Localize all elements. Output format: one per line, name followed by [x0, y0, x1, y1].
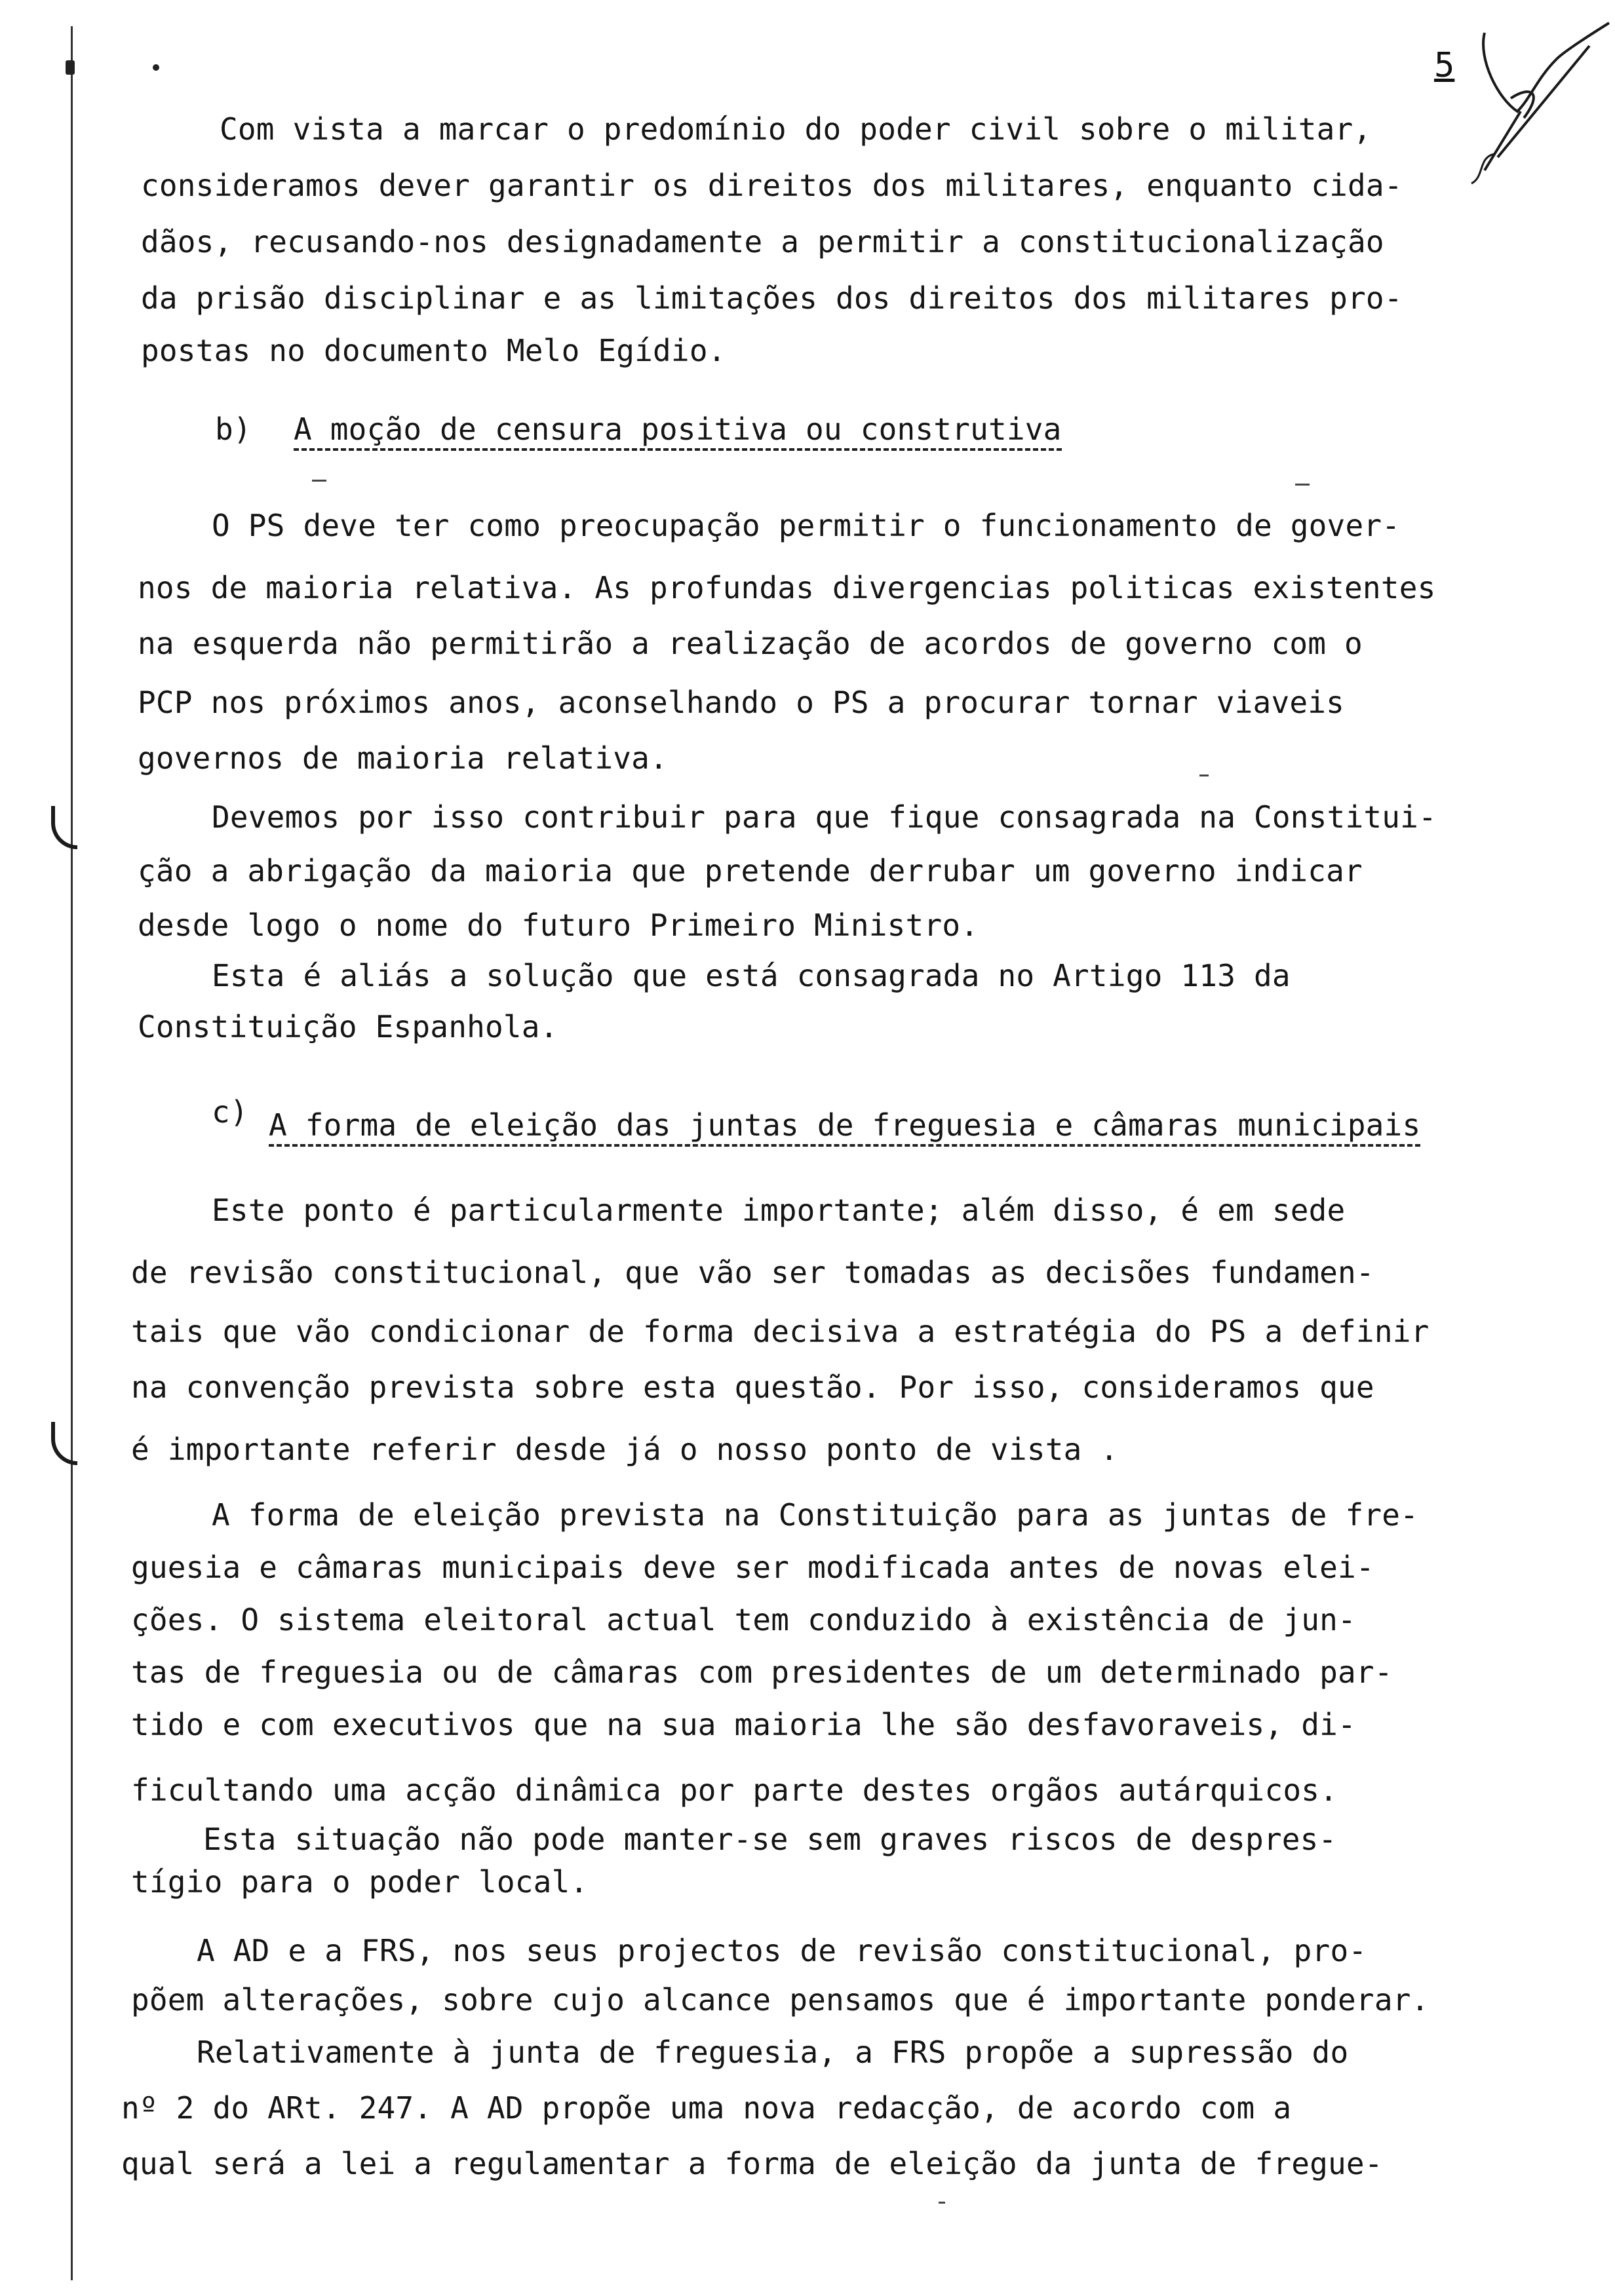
text-line: tígio para o poder local. — [131, 1864, 589, 1900]
text-line: na convenção prevista sobre esta questão. Por isso, consideramos que — [131, 1369, 1374, 1405]
section-label: b) — [215, 411, 252, 447]
text-line: desde logo o nome do futuro Primeiro Ministro. — [138, 908, 979, 943]
punch-hole-mark-bottom — [51, 1422, 77, 1465]
text-line: Esta é aliás a solução que está consagrada no Artigo 113 da — [212, 958, 1291, 993]
text-line: Devemos por isso contribuir para que fique consagrada na Constitui- — [212, 799, 1437, 835]
text-line: governos de maioria relativa. — [138, 740, 668, 776]
left-margin-line — [71, 26, 73, 2280]
text-line: consideramos dever garantir os direitos dos militares, enquanto cida- — [141, 168, 1403, 203]
text-line: Esta situação não pode manter-se sem graves riscos de despres- — [203, 1822, 1337, 1857]
text-line: nº 2 do ARt. 247. A AD propõe uma nova redacção, de acordo com a — [121, 2090, 1292, 2126]
text-line: tais que vão condicionar de forma decisiva a estratégia do PS a definir — [131, 1314, 1430, 1349]
text-line: O PS deve ter como preocupação permitir o funcionamento de gover- — [212, 508, 1401, 543]
stray-mark — [312, 480, 326, 482]
text-line: guesia e câmaras municipais deve ser modificada antes de novas elei- — [131, 1550, 1374, 1585]
section-label: c) — [212, 1094, 248, 1130]
text-line: da prisão disciplinar e as limitações dos direitos dos militares pro- — [141, 280, 1403, 316]
text-line: dãos, recusando-nos designadamente a permitir a constitucionalização — [141, 224, 1384, 259]
text-line: Relativamente à junta de freguesia, a FRS propõe a supressão do — [197, 2035, 1349, 2070]
text-line: de revisão constitucional, que vão ser tomadas as decisões fundamen- — [131, 1255, 1374, 1290]
text-line: põem alterações, sobre cujo alcance pensamos que é importante ponderar. — [131, 1982, 1430, 2018]
text-line: ficultando uma acção dinâmica por parte destes orgãos autárquicos. — [131, 1772, 1338, 1808]
text-line: PCP nos próximos anos, aconselhando o PS a procurar tornar viaveis — [138, 685, 1345, 720]
handwritten-signature — [1458, 20, 1615, 203]
text-line: na esquerda não permitirão a realização de acordos de governo com o — [138, 626, 1363, 661]
text-line: é importante referir desde já o nosso ponto de vista . — [131, 1432, 1119, 1467]
text-line: Este ponto é particularmente importante; além disso, é em sede — [212, 1193, 1346, 1228]
text-line: ções. O sistema eleitoral actual tem conduzido à existência de jun- — [131, 1602, 1356, 1637]
text-line: qual será a lei a regulamentar a forma de eleição da junta de fregue- — [121, 2146, 1383, 2181]
text-line: tas de freguesia ou de câmaras com presidentes de um determinado par- — [131, 1655, 1393, 1690]
section-heading: A moção de censura positiva ou construtiva — [294, 411, 1062, 451]
ink-dot — [153, 64, 159, 71]
text-line: tido e com executivos que na sua maioria lhe são desfavoraveis, di- — [131, 1707, 1356, 1742]
page-number: 5 — [1434, 46, 1455, 85]
text-line: nos de maioria relativa. As profundas divergencias politicas existentes — [138, 570, 1436, 605]
text-line: postas no documento Melo Egídio. — [141, 333, 726, 368]
text-line: A AD e a FRS, nos seus projectos de revisão constitucional, pro- — [197, 1933, 1367, 1968]
text-line: Com vista a marcar o predomínio do poder civil sobre o militar, — [220, 111, 1372, 147]
section-heading: A forma de eleição das juntas de freguesia e câmaras municipais — [269, 1107, 1420, 1147]
binding-mark — [66, 60, 75, 75]
punch-hole-mark-top — [51, 806, 77, 849]
text-line: Constituição Espanhola. — [138, 1009, 558, 1044]
text-line: ção a abrigação da maioria que pretende derrubar um governo indicar — [138, 853, 1363, 889]
stray-mark — [1199, 775, 1209, 776]
stray-mark — [1295, 484, 1310, 486]
stray-mark — [939, 2202, 945, 2204]
text-line: A forma de eleição prevista na Constituição para as juntas de fre- — [212, 1497, 1419, 1533]
